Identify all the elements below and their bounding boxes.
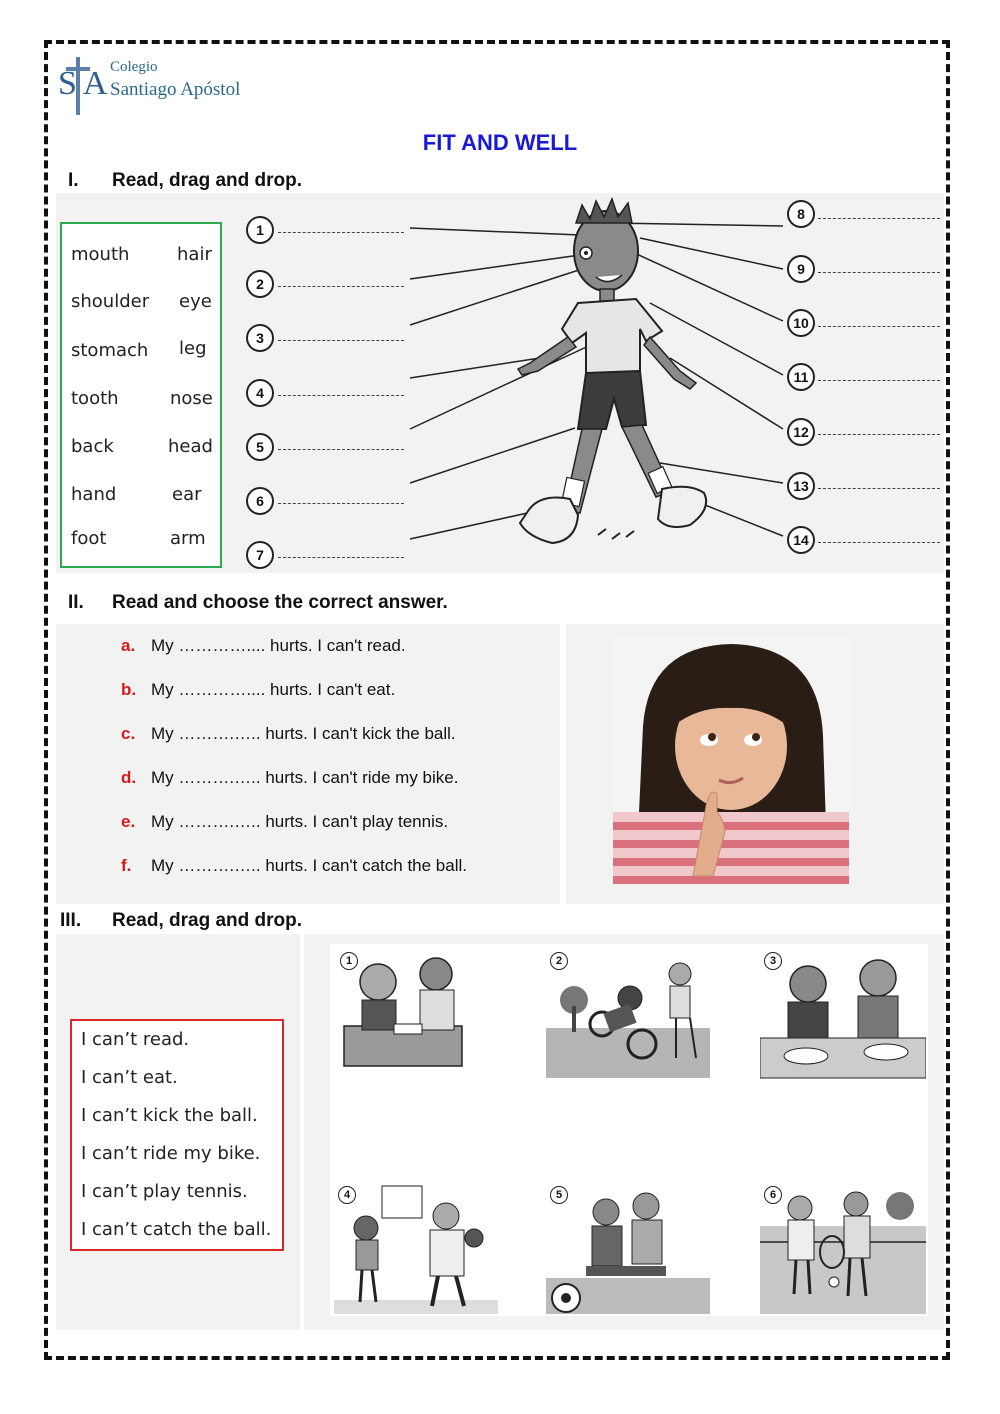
section-1-number: I. [68,170,79,191]
sentence-bank [70,1019,284,1251]
question-before: My [151,636,174,655]
question-row [121,636,406,656]
label-number: 10 [787,309,815,337]
question-after: hurts. I can't eat. [270,680,396,699]
question-letter: c. [121,724,136,743]
label-number: 7 [246,541,274,569]
word-tile[interactable]: hand [71,484,117,505]
question-letter: e. [121,812,136,831]
question-before: My [151,812,174,831]
drop-target[interactable] [278,449,404,450]
tennis-illustration [760,1182,926,1314]
word-tile[interactable]: eye [179,291,212,312]
label-number: 13 [787,472,815,500]
body-parts-illustration [400,193,790,573]
label-number: 5 [246,433,274,461]
label-number: 4 [246,379,274,407]
logo-line-1: Colegio [110,59,158,75]
sentence-tile[interactable]: I can’t play tennis. [81,1181,248,1202]
page-title: FIT AND WELL [422,130,578,155]
label-number: 9 [787,255,815,283]
scene-picture-4 [334,1182,498,1314]
drop-target[interactable] [278,503,404,504]
sentence-tile[interactable]: I can’t eat. [81,1067,178,1088]
section-2-instruction: Read and choose the correct answer. [112,592,448,613]
word-tile[interactable]: tooth [71,388,119,409]
sentence-tile[interactable]: I can’t catch the ball. [81,1219,272,1240]
sentence-tile[interactable]: I can’t read. [81,1029,190,1050]
thinking-girl-photo [613,636,849,884]
drop-target[interactable] [818,272,940,273]
school-logo [54,51,250,121]
scene-picture-2 [546,948,710,1080]
drop-target[interactable] [818,218,940,219]
kick-ball-illustration [546,1182,710,1314]
question-after: hurts. I can't ride my bike. [265,768,459,787]
sentence-tile[interactable]: I can’t kick the ball. [81,1105,258,1126]
boy-at-desk-illustration [336,948,476,1080]
question-letter: d. [121,768,137,787]
scene-picture-5 [546,1182,710,1314]
word-bank [60,222,222,568]
word-tile[interactable]: mouth [71,244,130,265]
label-number: 1 [246,216,274,244]
sentence-tile[interactable]: I can’t ride my bike. [81,1143,261,1164]
drop-target[interactable] [278,340,404,341]
catch-ball-illustration [334,1182,498,1314]
answer-blank[interactable]: ……….….. [178,856,261,875]
logo-line-2: Santiago Apóstol [110,79,241,100]
drop-target[interactable] [818,542,940,543]
label-number: 6 [246,487,274,515]
question-row [121,768,458,788]
section-3-instruction: Read, drag and drop. [112,910,303,931]
label-number: 11 [787,363,815,391]
section-2-number: II. [68,592,84,613]
question-letter: a. [121,636,136,655]
word-tile[interactable]: foot [71,528,107,549]
question-after: hurts. I can't catch the ball. [265,856,467,875]
question-after: hurts. I can't read. [270,636,406,655]
label-number: 8 [787,200,815,228]
children-eating-illustration [760,948,926,1080]
question-before: My [151,724,174,743]
label-number: 3 [246,324,274,352]
answer-blank[interactable]: ………….... [178,680,266,699]
picture-number: 1 [340,952,358,970]
question-row [121,724,456,744]
question-after: hurts. I can't play tennis. [265,812,449,831]
question-after: hurts. I can't kick the ball. [265,724,456,743]
drop-target[interactable] [818,434,940,435]
picture-number: 6 [764,1186,782,1204]
answer-blank[interactable]: ……….….. [178,812,261,831]
section-3-number: III. [60,910,82,931]
question-row [121,812,448,832]
drop-target[interactable] [818,326,940,327]
scene-picture-1 [336,948,476,1080]
label-number: 2 [246,270,274,298]
scene-picture-3 [760,948,926,1080]
question-before: My [151,680,174,699]
word-tile[interactable]: nose [170,388,213,409]
scene-picture-6 [760,1182,926,1314]
drop-target[interactable] [818,488,940,489]
word-tile[interactable]: ear [172,484,202,505]
drop-target[interactable] [278,395,404,396]
word-tile[interactable]: head [168,436,213,457]
question-letter: f. [121,856,132,875]
word-tile[interactable]: back [71,436,114,457]
word-tile[interactable]: stomach [71,340,149,361]
drop-target[interactable] [278,232,404,233]
question-row [121,680,395,700]
word-tile[interactable]: shoulder [71,291,150,312]
answer-blank[interactable]: ……….….. [178,768,261,787]
picture-number: 3 [764,952,782,970]
drop-target[interactable] [278,286,404,287]
question-letter: b. [121,680,137,699]
picture-number: 2 [550,952,568,970]
word-tile[interactable]: arm [170,528,206,549]
question-row [121,856,467,876]
picture-number: 4 [338,1186,356,1204]
picture-number: 5 [550,1186,568,1204]
word-tile[interactable]: leg [179,338,207,359]
label-number: 14 [787,526,815,554]
drop-target[interactable] [818,380,940,381]
question-before: My [151,768,174,787]
bike-fall-illustration [546,948,710,1080]
section-1-instruction: Read, drag and drop. [112,170,303,191]
answer-blank[interactable]: ……….….. [178,724,261,743]
word-tile[interactable]: hair [177,244,212,265]
logo-initials: SA [58,65,114,102]
question-before: My [151,856,174,875]
label-number: 12 [787,418,815,446]
answer-blank[interactable]: ………….... [178,636,266,655]
drop-target[interactable] [278,557,404,558]
